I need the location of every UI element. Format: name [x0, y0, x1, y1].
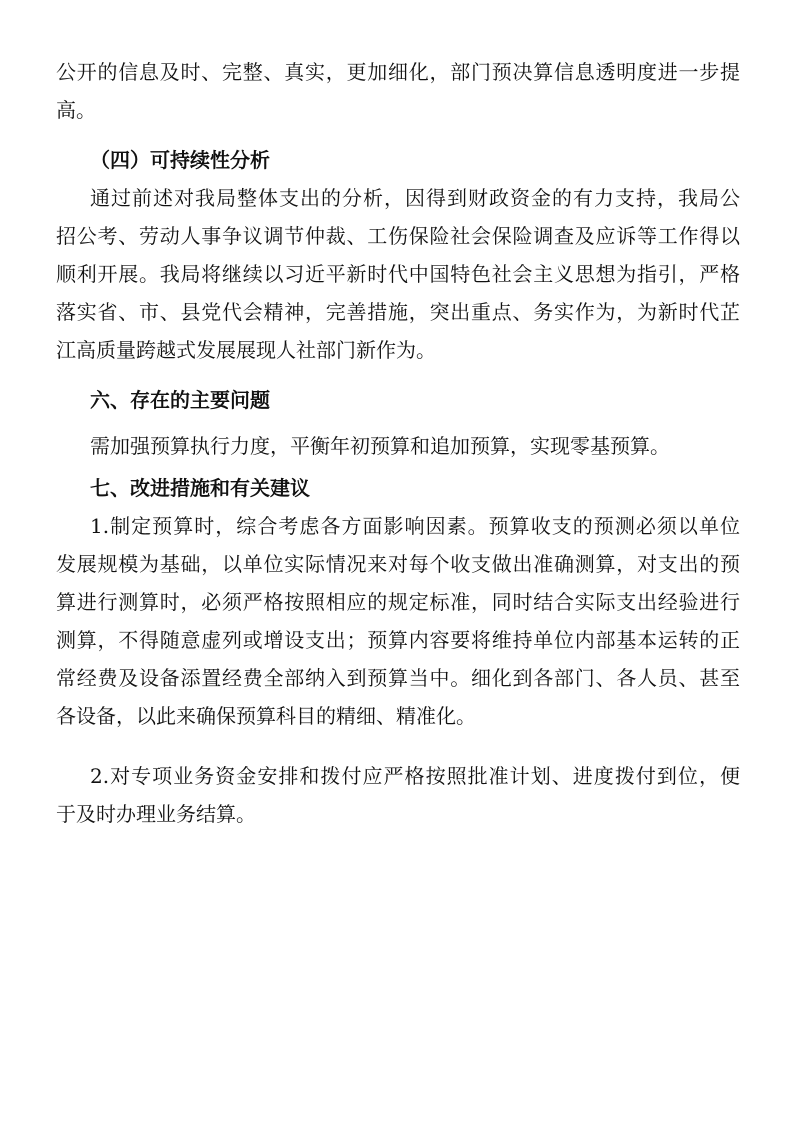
paragraph-line: 常经费及设备添置经费全部纳入到预算当中。细化到各部门、各人员、甚至	[56, 666, 740, 690]
paragraph-line: 公开的信息及时、完整、真实，更加细化，部门预决算信息透明度进一步提	[56, 60, 740, 84]
paragraph-line: 高。	[56, 98, 96, 122]
paragraph-line: 招公考、劳动人事争议调节仲裁、工伤保险社会保险调查及应诉等工作得以	[56, 224, 740, 248]
paragraph-line: 1.制定预算时，综合考虑各方面影响因素。预算收支的预测必须以单位	[90, 514, 740, 538]
section-heading: 七、改进措施和有关建议	[90, 476, 310, 500]
paragraph-line: 测算，不得随意虚列或增设支出；预算内容要将维持单位内部基本运转的正	[56, 628, 740, 652]
paragraph-line: 发展规模为基础，以单位实际情况来对每个收支做出准确测算，对支出的预	[56, 552, 740, 576]
paragraph-line: 落实省、市、县党代会精神，完善措施，突出重点、务实作为，为新时代芷	[56, 300, 740, 324]
paragraph-line: 顺利开展。我局将继续以习近平新时代中国特色社会主义思想为指引，严格	[56, 262, 740, 286]
paragraph-line: 江高质量跨越式发展展现人社部门新作为。	[56, 338, 436, 362]
section-heading: 六、存在的主要问题	[90, 388, 270, 412]
paragraph-line: 需加强预算执行力度，平衡年初预算和追加预算，实现零基预算。	[90, 434, 670, 458]
paragraph-line: 2.对专项业务资金安排和拨付应严格按照批准计划、进度拨付到位，便	[90, 764, 740, 788]
section-heading: （四）可持续性分析	[90, 148, 270, 172]
paragraph-line: 通过前述对我局整体支出的分析，因得到财政资金的有力支持，我局公	[90, 186, 740, 210]
paragraph-line: 于及时办理业务结算。	[56, 802, 256, 826]
paragraph-line: 算进行测算时，必须严格按照相应的规定标准，同时结合实际支出经验进行	[56, 590, 740, 614]
paragraph-line: 各设备，以此来确保预算科目的精细、精准化。	[56, 704, 476, 728]
